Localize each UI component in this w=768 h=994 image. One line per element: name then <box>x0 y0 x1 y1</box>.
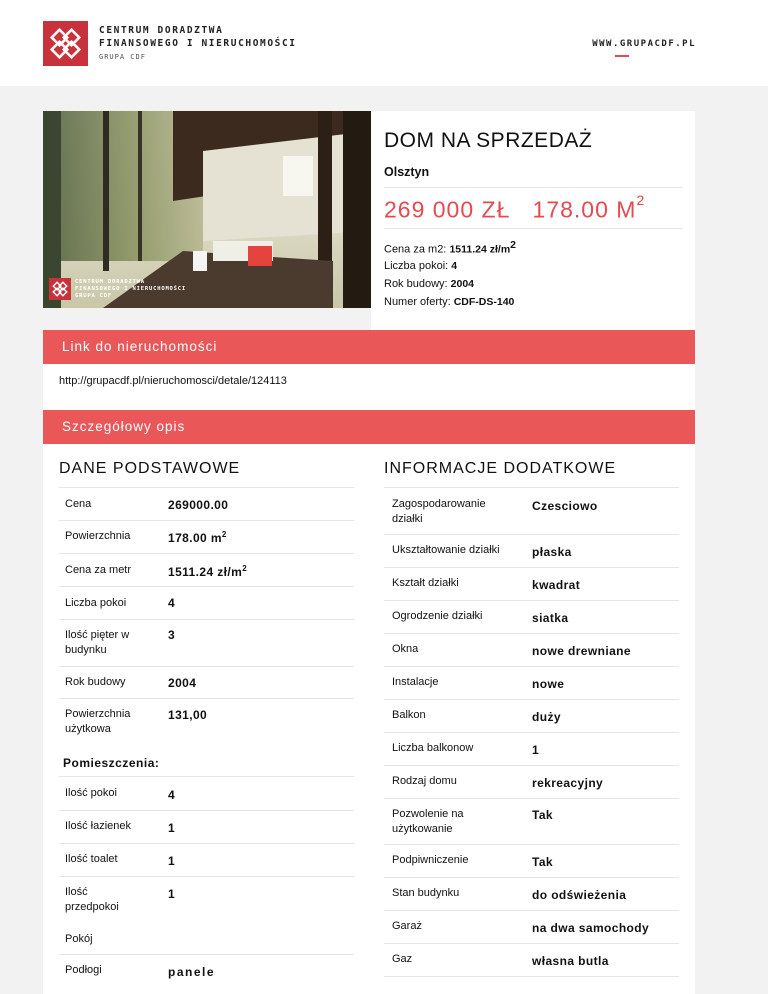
listing-summary <box>371 111 695 330</box>
extra-info-heading: INFORMACJE DODATKOWE <box>384 460 617 477</box>
divider <box>384 798 679 799</box>
extra-value-2: kwadrat <box>532 578 581 592</box>
extra-value-8: rekreacyjny <box>532 776 604 790</box>
extra-value-5: nowe <box>532 677 565 691</box>
divider <box>59 487 354 488</box>
extra-label-5: Instalacje <box>392 676 439 688</box>
divider <box>384 976 679 977</box>
link-panel <box>43 364 695 410</box>
spec-price-per-m2: Cena za m2: 1511.24 $zł/m^2$ <box>384 239 516 256</box>
spec-build-year: Rok budowy: 2004 <box>384 278 475 290</box>
basic-value-rooms: 4 <box>168 596 176 610</box>
watermark-logo-icon <box>49 278 71 300</box>
listing-title: DOM NA SPRZEDAŻ <box>384 129 593 152</box>
basic-label-floors: Ilość pięter w budynku <box>65 629 130 656</box>
extra-label-0: Zagospodarowanie działki <box>392 498 486 525</box>
link-section-heading: Link do nieruchomości <box>43 330 695 364</box>
divider <box>59 586 354 587</box>
divider <box>384 228 682 229</box>
basic-value-usable-area: 131,00 <box>168 708 208 722</box>
basic-value-price: 269000.00 <box>168 498 229 512</box>
divider <box>59 843 354 844</box>
extra-label-9: Pozwolenie na użytkowanie <box>392 808 464 835</box>
divider <box>59 698 354 699</box>
basic-label-price-per-m: Cena za metr <box>65 564 132 576</box>
extra-value-13: własna butla <box>532 954 609 968</box>
divider <box>59 520 354 521</box>
site-url-link[interactable]: WWW.GRUPACDF.PL <box>592 39 696 49</box>
basic-label-price: Cena <box>65 498 92 510</box>
extra-value-1: płaska <box>532 545 572 559</box>
divider <box>384 877 679 878</box>
extra-label-10: Podpiwniczenie <box>392 854 469 866</box>
rooms-value-bathrooms: 1 <box>168 821 176 835</box>
divider <box>59 876 354 877</box>
divider <box>384 600 679 601</box>
rooms-label-room: Pokój <box>65 933 93 945</box>
basic-value-floors: 3 <box>168 628 176 642</box>
divider <box>384 487 679 488</box>
divider <box>384 699 679 700</box>
rooms-value-hallways: 1 <box>168 887 176 901</box>
rooms-value-floors: panele <box>168 965 216 979</box>
company-name: CENTRUM DORADZTWA FINANSOWEGO I NIERUCHOMOŚCI <box>99 25 297 49</box>
basic-label-rooms: Liczba pokoi <box>65 597 127 609</box>
rooms-heading: Pomieszczenia: <box>63 756 160 770</box>
property-photo <box>43 111 371 308</box>
divider <box>59 666 354 667</box>
extra-value-10: Tak <box>532 855 553 869</box>
extra-label-4: Okna <box>392 643 419 655</box>
area-unit-sup: 2 <box>636 192 646 208</box>
divider <box>59 954 354 955</box>
extra-label-7: Liczba balkonow <box>392 742 474 754</box>
divider <box>59 776 354 777</box>
rooms-label-bathrooms: Ilość łazienek <box>65 820 132 832</box>
divider <box>384 534 679 535</box>
extra-value-3: siatka <box>532 611 569 625</box>
listing-city: Olsztyn <box>384 165 430 179</box>
rooms-label-floors: Podłogi <box>65 964 102 976</box>
basic-data-heading: DANE PODSTAWOWE <box>59 460 241 477</box>
extra-label-1: Ukształtowanie działki <box>392 544 500 556</box>
extra-value-7: 1 <box>532 743 540 757</box>
divider <box>59 553 354 554</box>
rooms-value-toilets: 1 <box>168 854 176 868</box>
basic-value-price-per-m: 1511.24 $zł/m^2$ <box>168 564 248 579</box>
extra-value-12: na dwa samochody <box>532 921 650 935</box>
property-url-link[interactable]: http://grupacdf.pl/nieruchomosci/detale/124113 <box>59 375 287 387</box>
divider <box>384 633 679 634</box>
page-header <box>0 0 768 86</box>
extra-label-8: Rodzaj domu <box>392 775 457 787</box>
divider <box>384 732 679 733</box>
basic-value-area: 178.00 $m^2$ <box>168 530 227 545</box>
price-value: 269 000 ZŁ <box>384 196 511 223</box>
divider <box>384 844 679 845</box>
extra-value-11: do odświeżenia <box>532 888 627 902</box>
basic-value-build-year: 2004 <box>168 676 197 690</box>
extra-label-3: Ogrodzenie działki <box>392 610 483 622</box>
rooms-label-toilets: Ilość toalet <box>65 853 118 865</box>
spec-offer-number: Numer oferty: CDF-DS-140 <box>384 296 515 308</box>
extra-label-11: Stan budynku <box>392 887 460 899</box>
divider <box>384 666 679 667</box>
divider <box>384 187 682 188</box>
company-logo-icon[interactable] <box>43 21 88 66</box>
company-group: GRUPA CDF <box>99 53 146 61</box>
extra-label-12: Garaż <box>392 920 422 932</box>
divider <box>384 765 679 766</box>
extra-label-13: Gaz <box>392 953 413 965</box>
basic-label-area: Powierzchnia <box>65 530 131 542</box>
extra-value-6: duży <box>532 710 561 724</box>
divider <box>384 943 679 944</box>
basic-label-build-year: Rok budowy <box>65 676 126 688</box>
extra-label-2: Kształt działki <box>392 577 459 589</box>
rooms-label-rooms: Ilość pokoi <box>65 787 117 799</box>
extra-label-6: Balkon <box>392 709 426 721</box>
rooms-value-rooms: 4 <box>168 788 176 802</box>
divider <box>384 567 679 568</box>
accent-dash <box>615 55 629 57</box>
description-heading: Szczegółowy opis <box>43 410 695 444</box>
divider <box>59 619 354 620</box>
rooms-label-hallways: Ilość przedpokoi <box>65 886 119 913</box>
area-value: 178.00 M <box>532 196 637 223</box>
listing-price <box>384 192 646 224</box>
divider <box>59 810 354 811</box>
extra-value-0: Czesciowo <box>532 499 598 513</box>
photo-watermark: CENTRUM DORADZTWA FINANSOWEGO I NIERUCHOMOŚCI GRUPA CDF <box>75 279 187 299</box>
divider <box>384 910 679 911</box>
extra-value-4: nowe drewniane <box>532 644 631 658</box>
spec-rooms: Liczba pokoi: 4 <box>384 260 458 272</box>
basic-label-usable-area: Powierzchnia użytkowa <box>65 708 131 735</box>
extra-value-9: Tak <box>532 808 553 822</box>
